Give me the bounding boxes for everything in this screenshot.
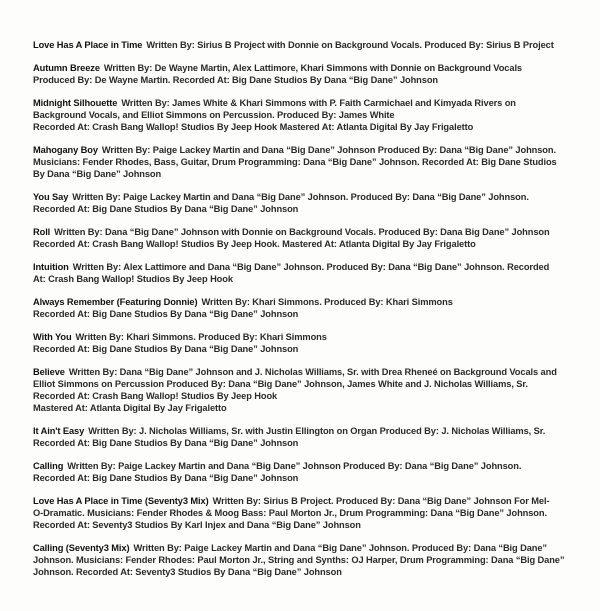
credit-line: [33, 97, 593, 109]
track-title: Mahogany Boy: [33, 145, 98, 155]
credit-line: [33, 331, 593, 343]
track-credit-entry: [33, 261, 593, 285]
track-title: Roll: [33, 227, 51, 237]
credit-line: [33, 39, 593, 51]
credit-line: [33, 554, 593, 566]
track-credit-entry: [33, 542, 593, 578]
credit-text: By Dana “Big Dane” Johnson: [33, 169, 162, 179]
credit-line: [33, 156, 593, 168]
credit-text: Recorded At: Seventy3 Studios By Karl Injex and Dana “Big Dane” Johnson: [33, 520, 361, 530]
credit-line: [33, 390, 593, 402]
track-title: You Say: [33, 192, 69, 202]
credit-line: [33, 343, 593, 355]
track-credit-entry: [33, 425, 593, 449]
credit-text: Recorded At: Crash Bang Wallop! Studios By Jeep Hook Mastered At: Atlanta Digital By Jay Frigaletto: [33, 122, 474, 132]
track-title: Calling: [33, 461, 64, 471]
credit-text: Written By: Dana “Big Dane” Johnson with Donnie on Background Vocals. Produced By: Dana Big Dane” Johnson: [54, 227, 550, 237]
credit-text: Recorded At: Big Dane Studios By Dana “Big Dane” Johnson: [33, 473, 299, 483]
track-credit-entry: [33, 366, 593, 414]
track-credit-entry: [33, 97, 593, 133]
track-credit-entry: [33, 226, 593, 250]
credit-text: Written By: Dana “Big Dane” Johnson and J. Nicholas Williams, Sr. with Drea Rheneé on Background Vocals and: [68, 367, 557, 377]
credit-text: Elliot Simmons on Percussion Produced By: Dana “Big Dane” Johnson, James White and J. Nicholas Williams, Sr.: [33, 379, 528, 389]
track-title: Love Has A Place in Time (Seventy3 Mix): [33, 496, 209, 506]
track-credit-entry: [33, 460, 593, 484]
credit-text: Recorded At: Big Dane Studios By Dana “Big Dane” Johnson: [33, 438, 299, 448]
credit-text: Written By: James White & Khari Simmons with P. Faith Carmichael and Kimyada Rivers on: [121, 98, 516, 108]
track-title: Intuition: [33, 262, 69, 272]
credit-text: Mastered At: Atlanta Digital By Jay Frigaletto: [33, 403, 227, 413]
credit-text: O-Dramatic. Musicians: Fender Rhodes & Moog Bass: Paul Morton Jr., Drum Programming: Dana “Big Dane” Johnson.: [33, 508, 547, 518]
credit-line: [33, 74, 593, 86]
credit-text: Written By: J. Nicholas Williams, Sr. with Justin Ellington on Organ Produced By: J. Nicholas Williams, Sr.: [88, 426, 546, 436]
track-title: Midnight Silhouette: [33, 98, 118, 108]
credit-text: Background Vocals, and Elliot Simmons on Percussion. Produced By: James White: [33, 110, 395, 120]
credit-line: [33, 472, 593, 484]
credit-line: [33, 495, 593, 507]
credit-line: [33, 437, 593, 449]
credit-text: Recorded At: Big Dane Studios By Dana “Big Dane” Johnson: [33, 309, 299, 319]
credit-line: [33, 203, 593, 215]
track-credit-entry: [33, 296, 593, 320]
credit-line: [33, 460, 593, 472]
track-credit-entry: [33, 39, 593, 51]
credit-line: [33, 144, 593, 156]
credit-text: Written By: Sirius B Project. Produced By: Dana “Big Dane” Johnson For Mel-: [212, 496, 550, 506]
credit-line: [33, 168, 593, 180]
credit-line: [33, 378, 593, 390]
track-credit-entry: [33, 62, 593, 86]
credit-text: Johnson. Recorded At: Seventy3 Studios By Dana “Big Dane” Johnson: [33, 567, 342, 577]
credit-text: Written By: Sirius B Project with Donnie on Background Vocals. Produced By: Sirius B Project: [146, 40, 554, 50]
credit-line: [33, 366, 593, 378]
credit-line: [33, 238, 593, 250]
credit-text: Written By: Paige Lackey Martin and Dana “Big Dane” Johnson Produced By: Dana “Big Dane” Johnson.: [67, 461, 522, 471]
credit-line: [33, 191, 593, 203]
track-credit-entry: [33, 191, 593, 215]
credit-text: Written By: Khari Simmons. Produced By: Khari Simmons: [75, 332, 327, 342]
track-credit-entry: [33, 331, 593, 355]
track-title: With You: [33, 332, 72, 342]
credit-text: Musicians: Fender Rhodes, Bass, Guitar, Drum Programming: Dana “Big Dane” Johnson. Recorded At: Big Dane Studios: [33, 157, 557, 167]
credit-line: [33, 507, 593, 519]
credit-line: [33, 109, 593, 121]
credit-text: Written By: Paige Lackey Martin and Dana “Big Dane” Johnson. Produced By: Dana “Big Dane” Johnson.: [72, 192, 529, 202]
credit-text: Recorded At: Big Dane Studios By Dana “Big Dane” Johnson: [33, 344, 299, 354]
credit-line: [33, 308, 593, 320]
track-title: It Ain't Easy: [33, 426, 85, 436]
credit-line: [33, 273, 593, 285]
credit-text: At: Crash Bang Wallop! Studios By Jeep Hook: [33, 274, 233, 284]
credit-text: Written By: De Wayne Martin, Alex Lattimore, Khari Simmons with Donnie on Background Vocals: [103, 63, 522, 73]
credit-text: Written By: Khari Simmons. Produced By: Khari Simmons: [201, 297, 453, 307]
track-title: Autumn Breeze: [33, 63, 100, 73]
credit-line: [33, 296, 593, 308]
credit-text: Produced By: De Wayne Martin. Recorded At: Big Dane Studios By Dana “Big Dane” Johnson: [33, 75, 438, 85]
credit-text: Recorded At: Big Dane Studios By Dana “Big Dane” Johnson: [33, 204, 299, 214]
credit-line: [33, 542, 593, 554]
credit-text: Written By: Alex Lattimore and Dana “Big Dane” Johnson. Produced By: Dana “Big Dane” Johnson. Recorded: [72, 262, 550, 272]
credit-line: [33, 425, 593, 437]
track-credits-list: [33, 39, 593, 589]
credit-line: [33, 519, 593, 531]
credit-text: Recorded At: Crash Bang Wallop! Studios By Jeep Hook: [33, 391, 278, 401]
credit-text: Johnson. Musicians: Fender Rhodes: Paul Morton Jr., String and Synths: OJ Harper, Drum Programming: Dana “Big Dane”: [33, 555, 565, 565]
track-title: Love Has A Place in Time: [33, 40, 143, 50]
credit-text: Recorded At: Crash Bang Wallop! Studios By Jeep Hook. Mastered At: Atlanta Digital By Jay Frigaletto: [33, 239, 476, 249]
credit-line: [33, 226, 593, 238]
credit-text: Written By: Paige Lackey Martin and Dana “Big Dane” Johnson. Produced By: Dana “Big Dane”: [133, 543, 547, 553]
track-credit-entry: [33, 144, 593, 180]
credit-line: [33, 261, 593, 273]
track-title: Always Remember (Featuring Donnie): [33, 297, 198, 307]
credit-line: [33, 566, 593, 578]
credit-line: [33, 121, 593, 133]
credit-line: [33, 402, 593, 414]
track-credit-entry: [33, 495, 593, 531]
credit-line: [33, 62, 593, 74]
track-title: Calling (Seventy3 Mix): [33, 543, 130, 553]
credit-text: Written By: Paige Lackey Martin and Dana “Big Dane” Johnson Produced By: Dana “Big Dane” Johnson.: [101, 145, 556, 155]
track-title: Believe: [33, 367, 65, 377]
